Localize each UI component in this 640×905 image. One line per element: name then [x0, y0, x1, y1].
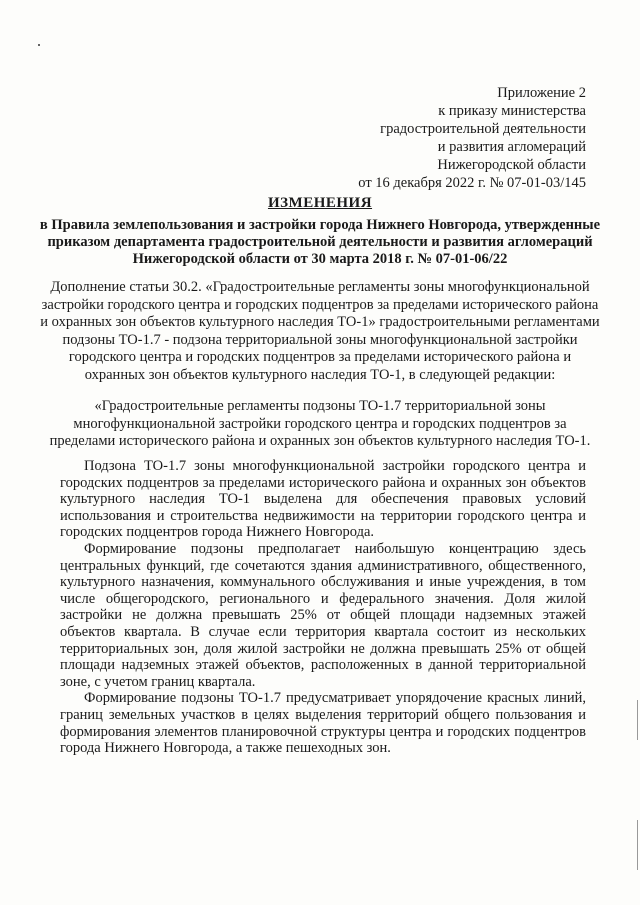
subtitle-line: Нижегородской области от 30 марта 2018 г. № 07-01-06/22 — [132, 251, 508, 267]
appendix-line: Приложение 2 — [497, 85, 586, 101]
appendix-line: и развития агломераций — [437, 139, 586, 155]
appendix-header — [326, 84, 586, 192]
document-title-text: ИЗМЕНЕНИЯ — [267, 195, 373, 211]
section-heading-line: пределами исторического района и охранных зон объектов культурного наследия ТО-1. — [49, 433, 591, 449]
body-paragraph: Формирование подзоны предполагает наибольшую концентрацию здесь центральных функций, где сочетаются здания административного, общественного, культурного назначения, коммунального обслуживания и иные учреждения, в том числе общегородского, регионального и федерального значения. Доля жилой застройки не должна превышать 25% от общей площади надземных этажей объектов квартала. В случае если территория квартала состоит из нескольких территориальных зон, доля жилой застройки не должна превышать 25% от общей площади надземных этажей объектов, расположенных в данной территориальной зоне, с учетом границ квартала. — [60, 540, 586, 690]
intro-line: и охранных зон объектов культурного наследия ТО-1» градостроительными регламентами — [40, 314, 600, 330]
section-heading-line: многофункциональной застройки городского центра и городских подцентров за — [73, 415, 567, 432]
document-subtitle — [30, 217, 610, 268]
document-title — [0, 195, 640, 212]
appendix-line: к приказу министерства — [438, 103, 586, 119]
appendix-line: от 16 декабря 2022 г. № 07-01-03/145 — [358, 175, 586, 191]
intro-line: охранных зон объектов культурного наследия ТО-1, в следующей редакции: — [84, 366, 556, 383]
intro-line: застройки городского центра и городских подцентров за пределами исторического района — [41, 296, 599, 313]
scan-edge-mark — [637, 820, 638, 870]
body-paragraph: Подзона ТО-1.7 зоны многофункциональной застройки городского центра и городских подцентров за пределами исторического района и охранных зон объектов культурного наследия ТО-1 выделена для обеспечения правовых условий использования и строительства недвижимости на территории городского центра и городских подцентров города Нижнего Новгорода. — [60, 458, 586, 541]
body-text — [60, 458, 586, 757]
section-heading — [30, 398, 610, 451]
intro-line: подзоны ТО-1.7 - подзона территориальной зоны многофункциональной застройки — [62, 331, 578, 348]
body-paragraph: Формирование подзоны ТО-1.7 предусматривает упорядочение красных линий, границ земельных участков в целях выделения территорий общего пользования и формирования элементов планировочной структуры центра и городских подцентров города Нижнего Новгорода, а также пешеходных зон. — [60, 690, 586, 757]
scan-speck — [38, 44, 40, 46]
appendix-line: градостроительной деятельности — [380, 121, 586, 137]
scan-edge-mark — [637, 700, 638, 740]
appendix-line: Нижегородской области — [437, 157, 586, 173]
subtitle-line: в Правила землепользования и застройки города Нижнего Новгорода, утвержденные — [39, 217, 601, 233]
subtitle-line: приказом департамента градостроительной деятельности и развития агломераций — [47, 234, 593, 250]
intro-line: городского центра и городских подцентров за пределами исторического района и — [68, 349, 572, 365]
section-heading-line: «Градостроительные регламенты подзоны ТО-1.7 территориальной зоны — [94, 398, 546, 414]
intro-line: Дополнение статьи 30.2. «Градостроительные регламенты зоны многофункциональной — [50, 279, 590, 295]
intro-paragraph — [30, 279, 610, 384]
